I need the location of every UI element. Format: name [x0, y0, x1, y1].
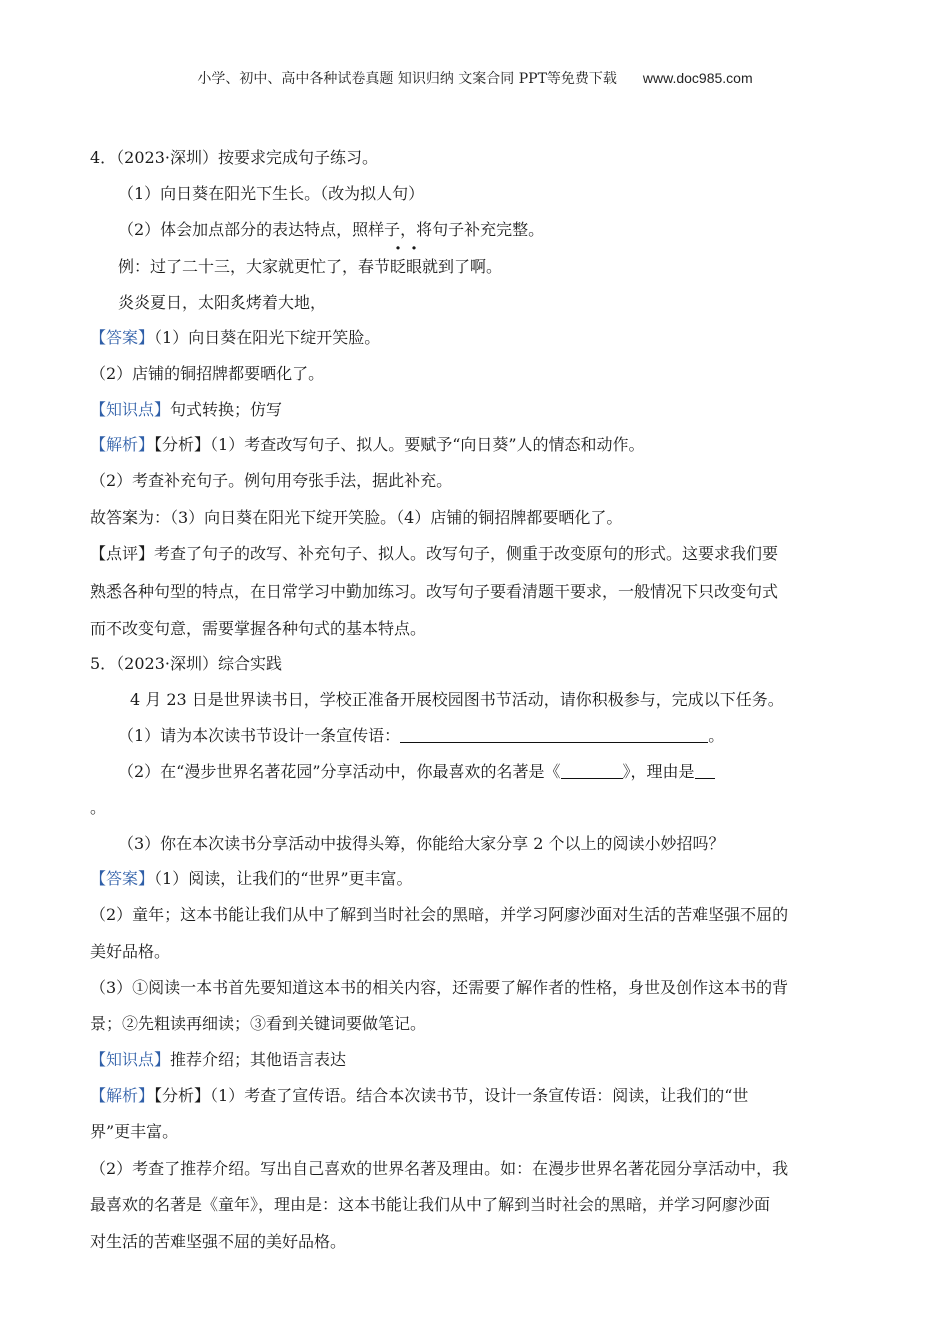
emphasis-dot-char: 眨 — [390, 257, 407, 276]
q5-knowledge-point: 【知识点】推荐介绍；其他语言表达 — [90, 1050, 347, 1069]
q5-analysis-2b: 最喜欢的名著是《童年》，理由是：这本书能让我们从中了解到当时社会的黑暗，并学习阿廖沙面 — [90, 1195, 771, 1214]
q4-analysis-2: （2）考查补充句子。例句用夸张手法，据此补充。 — [90, 471, 453, 490]
q5-answer-1: 【答案】（1）阅读，让我们的“世界”更丰富。 — [90, 869, 413, 888]
q5-title: 5．（2023·深圳）综合实践 — [90, 654, 282, 673]
book-title-blank — [561, 762, 623, 779]
q5-answer-2b: 美好品格。 — [90, 942, 171, 961]
q5-analysis-2a: （2）考查了推荐介绍。写出自己喜欢的世界名著及理由。如：在漫步世界名著花园分享活动中，我 — [90, 1159, 789, 1178]
q5-sub3: （3）你在本次读书分享活动中拔得头筹，你能给大家分享 2 个以上的阅读小妙招吗？ — [118, 834, 725, 853]
q4-comment-3: 而不改变句意，需要掌握各种句式的基本特点。 — [90, 619, 427, 638]
q5-analysis-1b: 界”更丰富。 — [90, 1122, 179, 1141]
q5-sub2: （2）在“漫步世界名著花园”分享活动中，你最喜欢的名著是《 》，理由是 — [118, 761, 715, 783]
slogan-blank — [400, 726, 708, 743]
q5-analysis-2c: 对生活的苦难坚强不屈的美好品格。 — [90, 1232, 347, 1251]
q4-final-answer: 故答案为：（3）向日葵在阳光下绽开笑脸。（4）店铺的铜招牌都要晒化了。 — [90, 508, 623, 527]
q4-title: 4．（2023·深圳）按要求完成句子练习。 — [90, 148, 378, 167]
knowledge-tag: 【知识点】 — [90, 1050, 171, 1069]
q4-comment-1: 【点评】考查了句子的改写、补充句子、拟人。改写句子，侧重于改变原句的形式。这要求我们要 — [90, 544, 779, 563]
q4-sub1: （1）向日葵在阳光下生长。（改为拟人句） — [118, 184, 425, 203]
q5-analysis-1a: 【解析】【分析】（1）考查了宣传语。结合本次读书节，设计一条宣传语：阅读，让我们的“世 — [90, 1086, 749, 1105]
q5-intro: 4 月 23 日是世界读书日，学校正准备开展校园图书节活动，请你积极参与，完成以下任务。 — [130, 690, 784, 709]
q4-answer-2: （2）店铺的铜招牌都要晒化了。 — [90, 364, 325, 383]
answer-tag: 【答案】 — [90, 328, 155, 347]
knowledge-tag: 【知识点】 — [90, 400, 171, 419]
q5-answer-3a: （3）①阅读一本书首先要知道这本书的相关内容，还需要了解作者的性格，身世及创作这本书的背 — [90, 978, 789, 997]
answer-tag: 【答案】 — [90, 869, 155, 888]
reason-blank — [695, 762, 715, 779]
q4-analysis-1: 【解析】【分析】（1）考查改写句子、拟人。要赋予“向日葵”人的情态和动作。 — [90, 435, 645, 454]
q4-prompt: 炎炎夏日，太阳炙烤着大地， — [118, 293, 327, 312]
emphasis-dot-char: 眼 — [406, 257, 423, 276]
q4-sub2: （2）体会加点部分的表达特点，照样子，将句子补充完整。 — [118, 220, 545, 239]
q5-answer-3b: 景；②先粗读再细读；③看到关键词要做笔记。 — [90, 1014, 427, 1033]
q4-comment-2: 熟悉各种句型的特点，在日常学习中勤加练习。改写句子要看清题干要求，一般情况下只改变句式 — [90, 582, 779, 601]
q4-example-text-b: 就到了啊。 — [422, 257, 503, 276]
q4-answer-1: 【答案】（1）向日葵在阳光下绽开笑脸。 — [90, 328, 381, 347]
q4-example — [118, 256, 502, 278]
analysis-tag: 【解析】 — [90, 1086, 155, 1105]
q5-answer-2a: （2）童年；这本书能让我们从中了解到当时社会的黑暗，并学习阿廖沙面对生活的苦难坚强不屈的 — [90, 905, 789, 924]
q4-knowledge-point: 【知识点】句式转换；仿写 — [90, 400, 283, 419]
q5-sub1: （1）请为本次读书节设计一条宣传语： 。 — [118, 726, 725, 745]
q5-sub2-end: 。 — [90, 798, 107, 817]
header-text: 小学、初中、高中各种试卷真题 知识归纳 文案合同 PPT等免费下载 — [197, 71, 617, 87]
analysis-tag: 【解析】 — [90, 435, 155, 454]
page-header — [0, 68, 950, 88]
q4-example-text-a: 例：过了二十三，大家就更忙了，春节 — [118, 257, 391, 276]
header-site-link[interactable]: www.doc985.com — [642, 70, 753, 86]
